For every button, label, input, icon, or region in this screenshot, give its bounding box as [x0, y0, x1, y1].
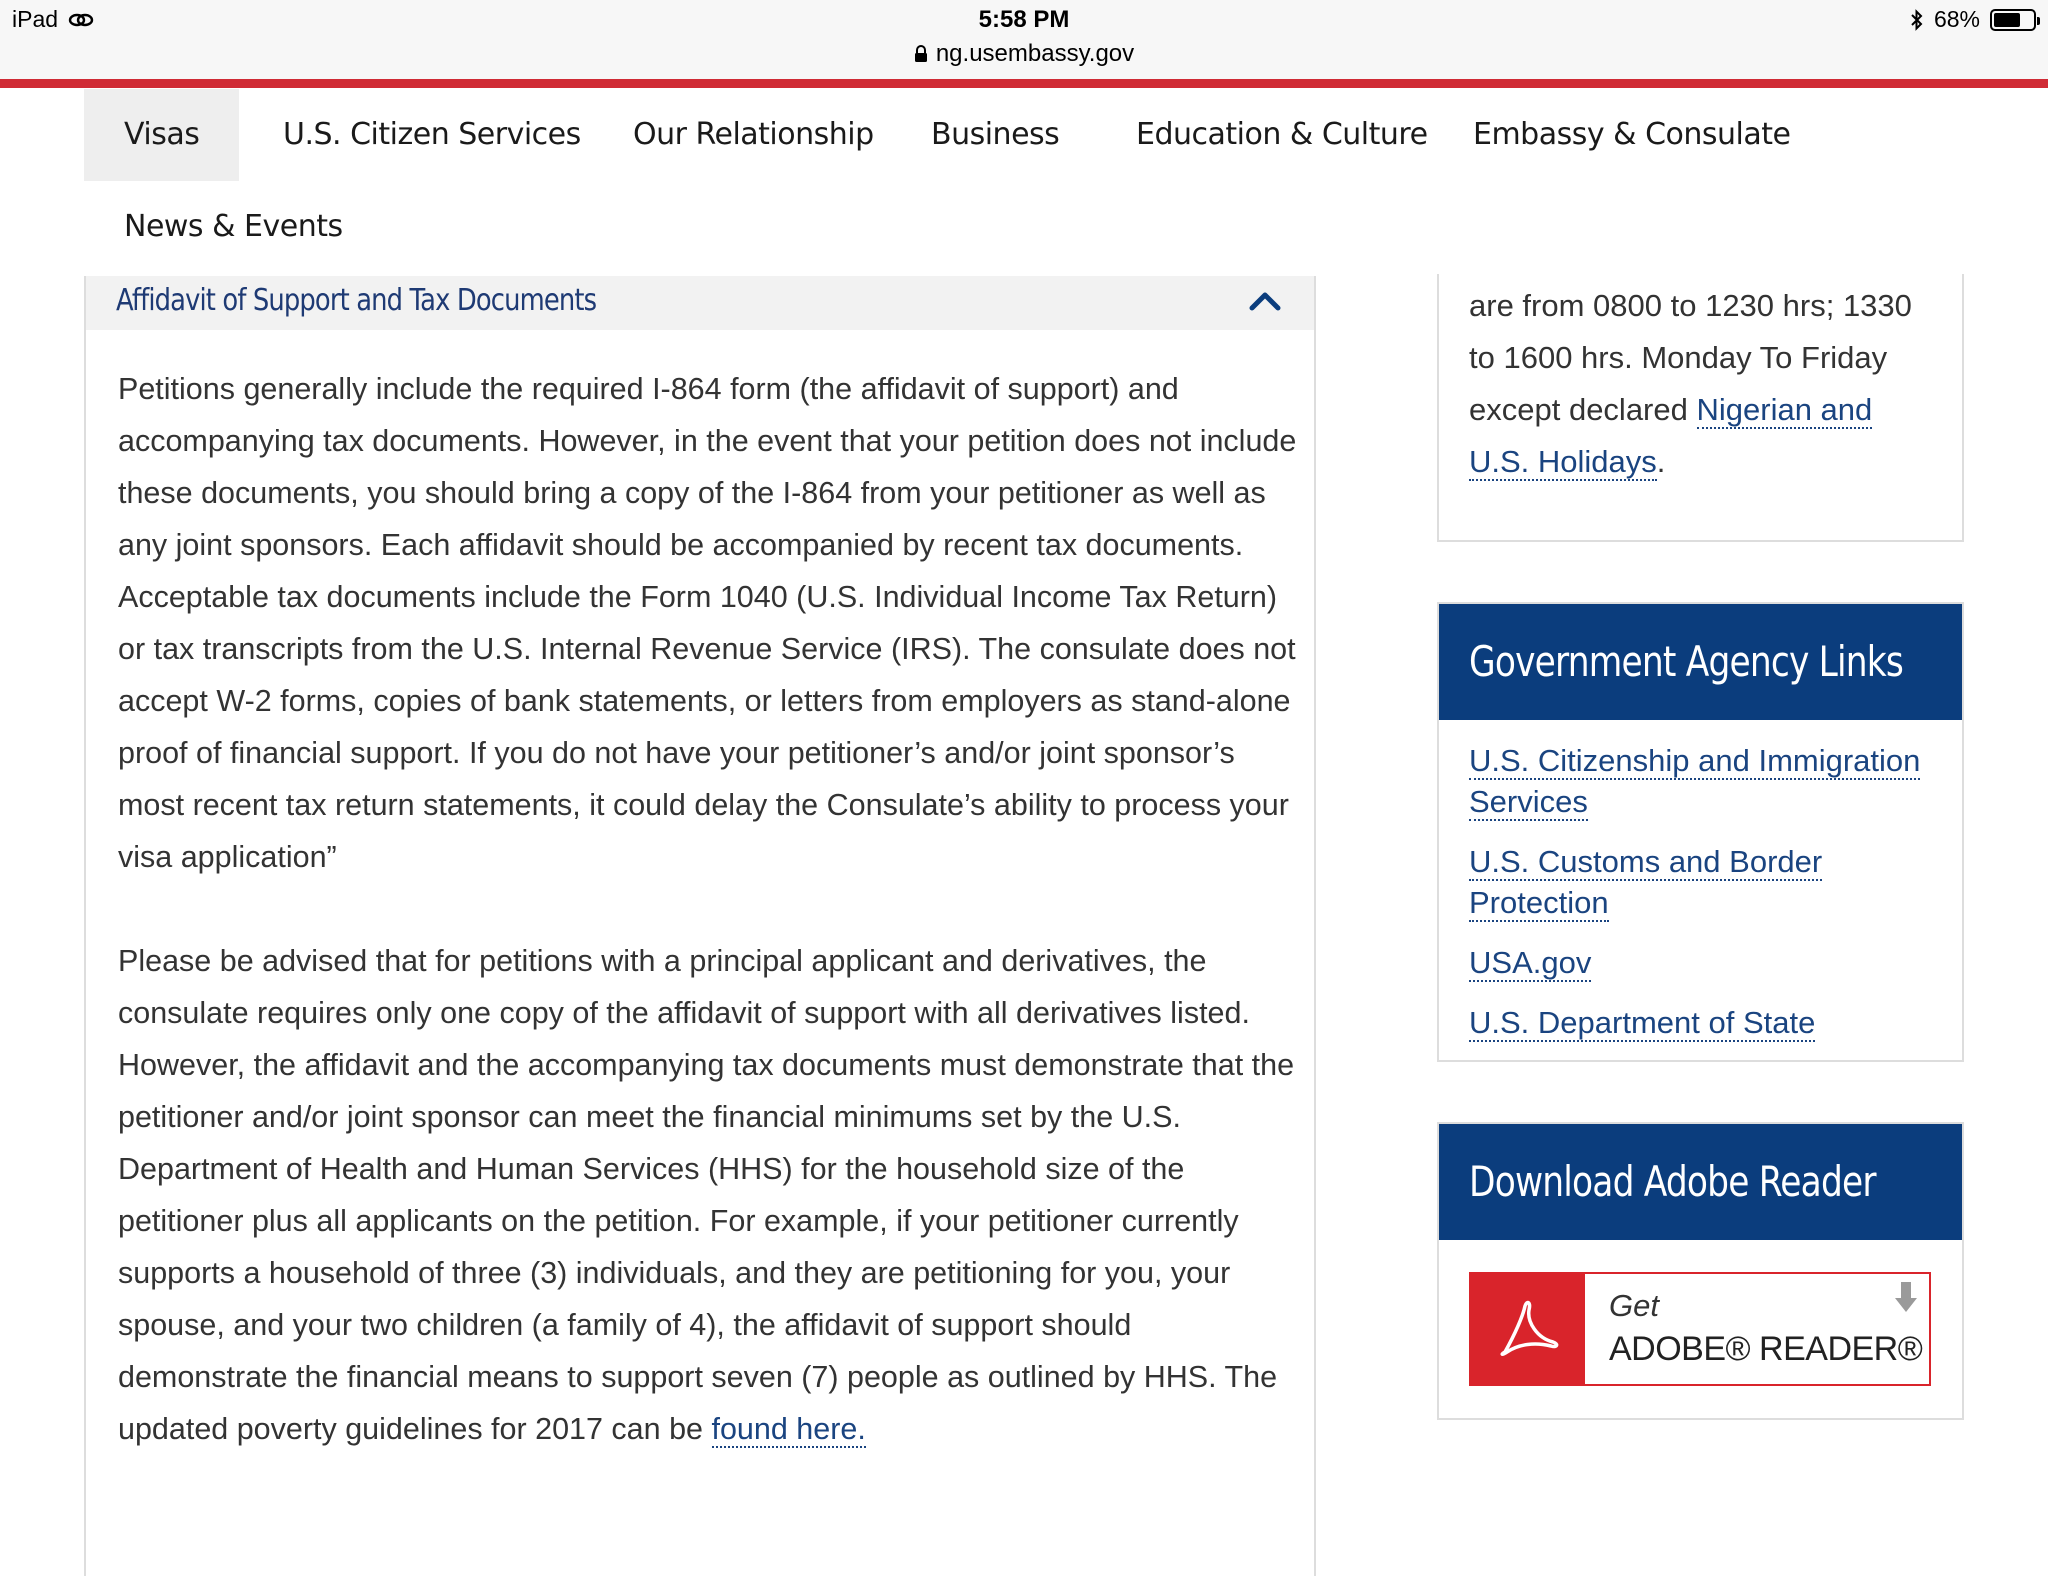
- hours-text: [1469, 280, 1939, 488]
- agency-links-title: [1439, 604, 1962, 720]
- link-state-department-text: U.S. Department of State: [1469, 1005, 1816, 1040]
- link-usa-gov[interactable]: [1469, 942, 1939, 983]
- battery-icon: [1990, 9, 2036, 31]
- lock-icon: [914, 45, 928, 63]
- paragraph-derivatives: [118, 935, 1298, 1455]
- chevron-up-icon[interactable]: [1248, 284, 1282, 318]
- nav-citizen-services[interactable]: U.S. Citizen Services: [283, 117, 581, 152]
- agency-links-list: [1469, 740, 1939, 1062]
- paragraph-derivatives-text: Please be advised that for petitions with a principal applicant and derivatives, the consulate requires only one copy of the affidavit of support with all derivatives listed. However, the affidavit and the accompanying tax documents must demonstrate that the petitioner and/or joint sponsor can meet the financial minimums set by the U.S. Department of Health and Human Services (HHS) for the household size of the petitioner plus all applicants on the petition. For example, if your petitioner currently supports a household of three (3) individuals, and they are petitioning for you, your spouse, and your two children (a family of 4), the affidavit of support should demonstrate the financial means to support seven (7) people as outlined by HHS. The updated poverty guidelines for 2017 can be: [118, 944, 1295, 1446]
- adobe-reader-title: [1439, 1124, 1962, 1240]
- link-usa-gov-text: USA.gov: [1469, 945, 1592, 980]
- link-cbp[interactable]: [1469, 841, 1939, 923]
- adobe-reader-box: [1437, 1122, 1964, 1420]
- address-bar[interactable]: [0, 40, 2048, 68]
- adobe-acrobat-icon: [1471, 1274, 1585, 1384]
- agency-links-title-text: Government Agency Links: [1469, 637, 1904, 686]
- hours-period: .: [1656, 444, 1666, 479]
- agency-links-box: [1437, 602, 1964, 1062]
- battery-percent: 68%: [1933, 6, 1980, 32]
- paragraph-affidavit-intro: Petitions generally include the required I-864 form (the affidavit of support) and accompanying tax documents. However, in the event that your petition does not include these documents, you should bring a copy of the I-864 from your petitioner as well as any joint sponsors. Each affidavit should be accompanied by recent tax documents. Acceptable tax documents include the Form 1040 (U.S. Individual Income Tax Return) or tax transcripts from the U.S. Internal Revenue Service (IRS). The consulate does not accept W-2 forms, copies of bank statements, or letters from employers as stand-alone proof of financial support. If you do not have your petitioner’s and/or joint sponsor’s most recent tax return statements, it could delay the Consulate’s ability to process your visa application”: [118, 372, 1297, 874]
- nav-our-relationship[interactable]: Our Relationship: [633, 117, 874, 152]
- holidays-link[interactable]: Nigerian and U.S. Holidays: [1469, 392, 1873, 479]
- adobe-get-label: Get: [1609, 1288, 1659, 1323]
- main-content: [84, 276, 1316, 1576]
- header-divider: [0, 79, 2048, 88]
- link-uscis-text: U.S. Citizenship and Immigration Services: [1469, 743, 1921, 819]
- found-here-link[interactable]: found here.: [711, 1412, 866, 1446]
- status-time: 5:58 PM: [978, 6, 1070, 33]
- battery-level: [1994, 13, 2020, 27]
- adobe-text: [1585, 1274, 1929, 1384]
- get-adobe-reader-button[interactable]: [1469, 1272, 1931, 1386]
- nav-business[interactable]: Business: [931, 117, 1060, 152]
- status-bar: [0, 0, 2048, 80]
- status-right: [1910, 6, 2036, 33]
- nav-education-culture[interactable]: Education & Culture: [1136, 117, 1428, 152]
- url-text: ng.usembassy.gov: [935, 40, 1135, 67]
- hours-description: are from 0800 to 1230 hrs; 1330 to 1600 hrs. Monday To Friday except declared: [1469, 288, 1912, 427]
- nav-visas[interactable]: Visas: [84, 89, 239, 181]
- nav-news-events[interactable]: News & Events: [124, 209, 343, 244]
- link-cbp-text: U.S. Customs and Border Protection: [1469, 844, 1823, 920]
- adobe-reader-title-text: Download Adobe Reader: [1469, 1157, 1876, 1206]
- accordion-header[interactable]: [86, 276, 1314, 330]
- link-state-department[interactable]: [1469, 1002, 1939, 1043]
- device-name: iPad: [12, 6, 59, 32]
- link-uscis[interactable]: [1469, 740, 1939, 822]
- accordion-title: Affidavit of Support and Tax Documents: [116, 283, 597, 318]
- download-arrow-icon: [1893, 1280, 1919, 1316]
- nav-embassy-consulate[interactable]: Embassy & Consulate: [1473, 117, 1791, 152]
- adobe-reader-label: ADOBE® READER®: [1609, 1330, 1923, 1368]
- bluetooth-icon: [1910, 9, 1924, 31]
- hours-box: [1437, 274, 1964, 542]
